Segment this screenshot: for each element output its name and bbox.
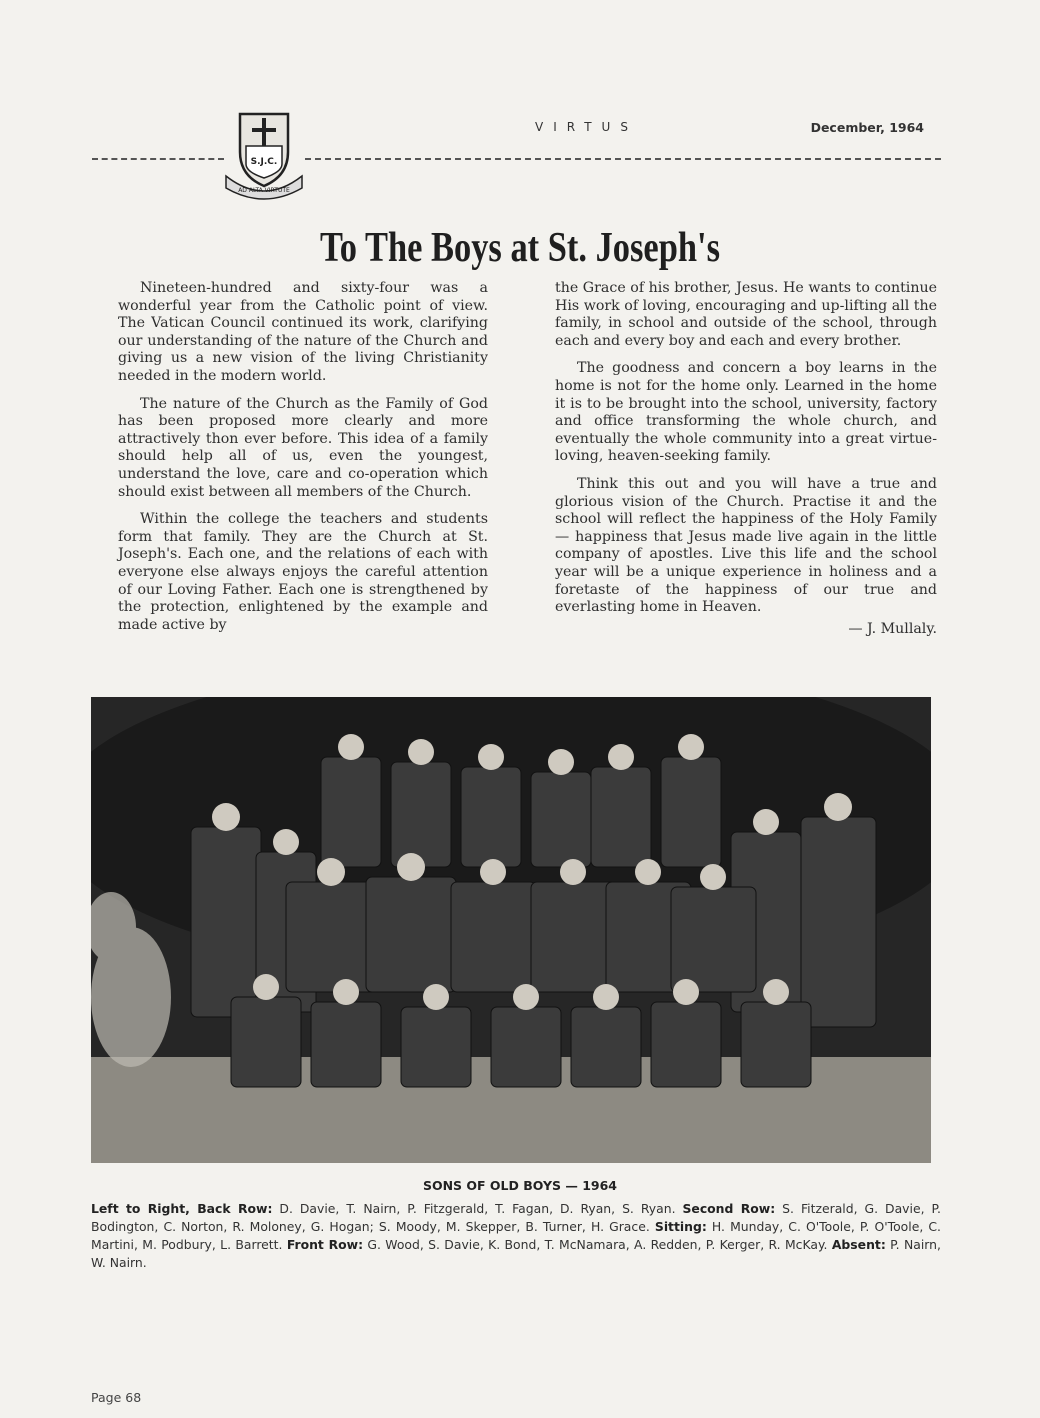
article-column-left bbox=[118, 280, 488, 644]
school-crest-icon bbox=[222, 106, 306, 202]
paragraph: the Grace of his brother, Jesus. He wants to continue His work of loving, encouraging and up-lifting all the family, in school and outside of the school, through each and every boy and each and every brother. bbox=[555, 280, 937, 349]
group-photo-image bbox=[91, 697, 931, 1163]
caption-row-names: G. Wood, S. Davie, K. Bond, T. McNamara, A. Redden, P. Kerger, R. McKay. bbox=[367, 1237, 828, 1252]
photo-caption-title: SONS OF OLD BOYS — 1964 bbox=[422, 1178, 618, 1193]
photo-caption bbox=[91, 1200, 941, 1272]
caption-row-label: Sitting: bbox=[654, 1219, 707, 1234]
caption-row-label: Front Row: bbox=[286, 1237, 364, 1252]
caption-row-names: P. Nairn, W. Nairn. bbox=[91, 1237, 941, 1270]
author-signature: — J. Mullaly. bbox=[848, 620, 937, 637]
crest-motto: AD ALTA VIRTUTE bbox=[238, 187, 290, 194]
caption-row-names: D. Davie, T. Nairn, P. Fitzgerald, T. Fagan, D. Ryan, S. Ryan. bbox=[279, 1201, 676, 1216]
paragraph: The nature of the Church as the Family of God has been proposed more clearly and more attractively thon ever before. This idea of a family should help all of us, even the youngest, understand the love, care and co-operation which should exist between all members of the Church. bbox=[118, 395, 488, 500]
paragraph: The goodness and concern a boy learns in the home is not for the home only. Learned in the home it is to be brought into the school, university, factory and office transforming the whole church, and eventually the whole community into a great virtue-loving, heaven-seeking family. bbox=[555, 360, 937, 465]
crest-initials: S.J.C. bbox=[250, 157, 278, 167]
caption-row-names: S. Fitzerald, G. Davie, P. Bodington, C. Norton, R. Moloney, G. Hogan; S. Moody, M. Skepper, B. Turner, H. Grace. bbox=[91, 1201, 941, 1234]
caption-row-names: H. Munday, C. O'Toole, P. O'Toole, C. Martini, M. Podbury, L. Barrett. bbox=[91, 1219, 941, 1252]
masthead: VIRTUS bbox=[535, 120, 638, 134]
caption-row-label: Second Row: bbox=[682, 1201, 776, 1216]
article-column-right bbox=[555, 280, 937, 638]
header-rule-left bbox=[92, 158, 224, 160]
header-rule-right bbox=[305, 158, 941, 160]
group-photo bbox=[91, 697, 931, 1163]
issue-date: December, 1964 bbox=[810, 120, 924, 135]
paragraph: Nineteen-hundred and sixty-four was a wonderful year from the Catholic point of view. The Vatican Council continued its work, clarifying our understanding of the nature of the Church and giving us a new vision of the living Christianity needed in the modern world. bbox=[118, 280, 488, 384]
article-title: To The Boys at St. Joseph's bbox=[319, 225, 721, 271]
caption-row-label: Left to Right, Back Row: bbox=[91, 1201, 273, 1216]
page-number: Page 68 bbox=[91, 1390, 142, 1405]
paragraph: Think this out and you will have a true and glorious vision of the Church. Practise it and the school will reflect the happiness of the Holy Family — happiness that Jesus made live again in the little company of apostles. Live this life and the school year will be a unique experience in holiness and a foretaste of the happiness of our true and everlasting home in Heaven. bbox=[555, 475, 937, 616]
paragraph: Within the college the teachers and students form that family. They are the Church at St. Joseph's. Each one, and the relations of each with everyone else always enjoys the careful attention of our Loving Father. Each one is strengthened by the protection, enlightened by the example and made active by bbox=[118, 511, 488, 633]
caption-row-label: Absent: bbox=[831, 1237, 886, 1252]
